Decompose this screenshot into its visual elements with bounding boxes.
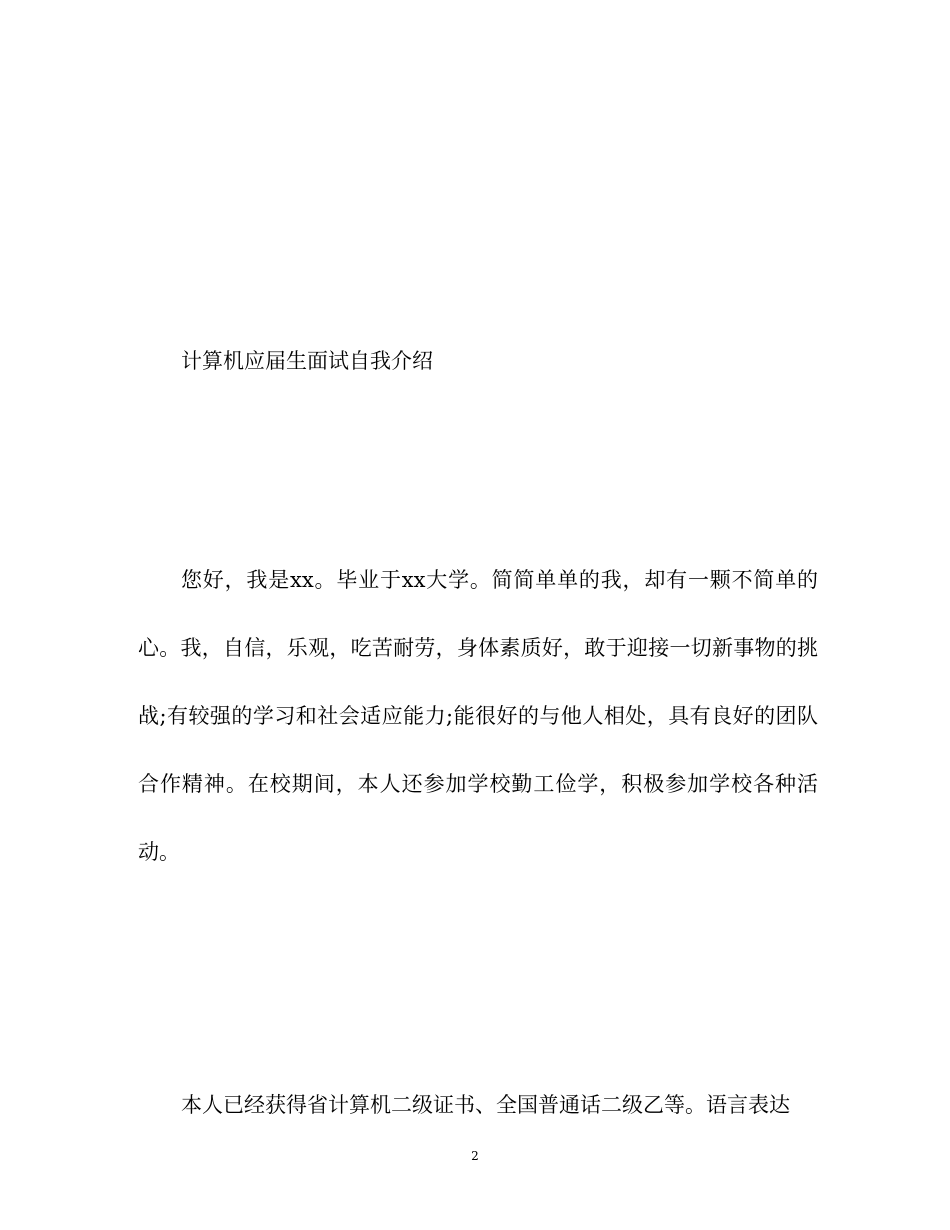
document-title: 计算机应届生面试自我介绍 xyxy=(181,349,433,373)
page-number: 2 xyxy=(471,1149,479,1163)
paragraph-certificates: 本人已经获得省计算机二级证书、全国普通话二级乙等。语言表达 xyxy=(181,1093,790,1117)
paragraph-intro: 您好，我是xx。毕业于xx大学。简简单单的我，却有一颗不简单的心。我，自信，乐观，吃苦耐劳，身体素质好，敢于迎接一切新事物的挑战;有较强的学习和社会适应能力;能很好的与他人相处，具有良好的团队合作精神。在校期间，本人还参加学校勤工俭学，积极参加学校各种活动。 xyxy=(138,568,818,864)
